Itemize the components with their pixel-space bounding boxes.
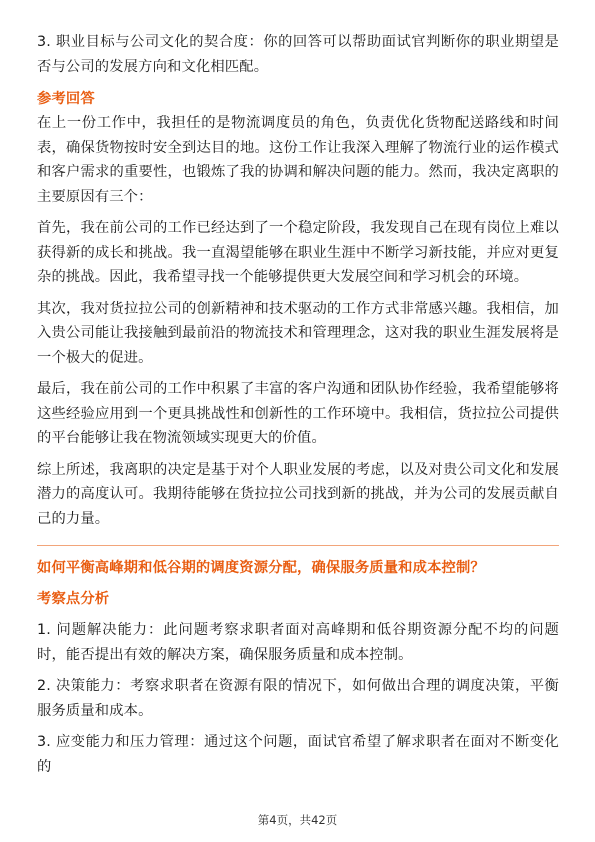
- analysis-point: 1. 问题解决能力：此问题考察求职者面对高峰期和低谷期资源分配不均的问题时，能否提出有效的解决方案，确保服务质量和成本控制。: [37, 622, 559, 663]
- answer-paragraph: 最后，我在前公司的工作中积累了丰富的客户沟通和团队协作经验，我希望能够将这些经验应用到一个更具挑战性和创新性的工作环境中。我相信，货拉拉公司提供的平台能够让我在物流领域实现更大的价值。: [37, 381, 559, 446]
- document-page: [37, 30, 559, 779]
- answer-heading: 参考回答: [37, 91, 95, 107]
- analysis-point: 2. 决策能力：考察求职者在资源有限的情况下，如何做出合理的调度决策，平衡服务质量和成本。: [37, 678, 559, 719]
- answer-paragraph: 综上所述，我离职的决定是基于对个人职业发展的考虑，以及对贵公司文化和发展潜力的高度认可。我期待能够在货拉拉公司找到新的挑战，并为公司的发展贡献自己的力量。: [37, 461, 559, 527]
- page-footer: 第4页，共42页: [257, 813, 338, 827]
- analysis-point: 3. 应变能力和压力管理：通过这个问题，面试官希望了解求职者在面对不断变化的: [37, 734, 559, 775]
- answer-paragraph: 首先，我在前公司的工作已经达到了一个稳定阶段，我发现自己在现有岗位上难以获得新的成长和挑战。我一直渴望能够在职业生涯中不断学习新技能，并应对更复杂的挑战。因此，我希望寻找一个能够提供更大发展空间和学习机会的环境。: [37, 220, 559, 285]
- question-title: 如何平衡高峰期和低谷期的调度资源分配，确保服务质量和成本控制？: [37, 560, 485, 576]
- answer-paragraph: 其次，我对货拉拉公司的创新精神和技术驱动的工作方式非常感兴趣。我相信，加入贵公司能让我接触到最前沿的物流技术和管理理念，这对我的职业生涯发展将是一个极大的促进。: [37, 300, 559, 366]
- analysis-heading: 考察点分析: [37, 591, 110, 607]
- intro-point-3: 3. 职业目标与公司文化的契合度：你的回答可以帮助面试官判断你的职业期望是否与公司的发展方向和文化相匹配。: [37, 34, 559, 75]
- answer-paragraph: 在上一份工作中，我担任的是物流调度员的角色，负责优化货物配送路线和时间表，确保货物按时安全到达目的地。这份工作让我深入理解了物流行业的运作模式和客户需求的重要性，也锻炼了我的协调和解决问题的能力。然而，我决定离职的主要原因有三个：: [37, 115, 559, 205]
- section-divider: [37, 545, 559, 546]
